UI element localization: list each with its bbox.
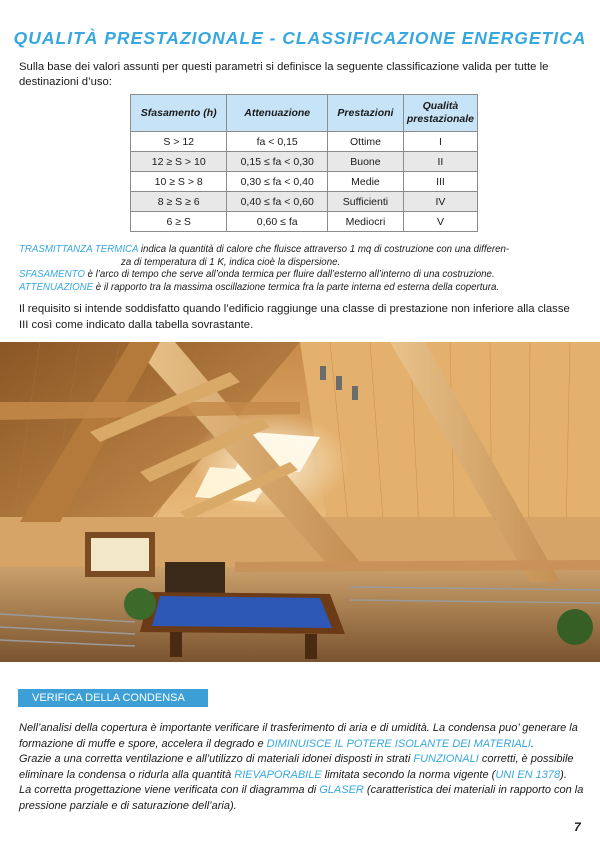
table-cell: 10 ≥ S > 8 (131, 172, 227, 192)
table-cell: S > 12 (131, 132, 227, 152)
page-title: QUALITÀ PRESTAZIONALE - CLASSIFICAZIONE ENERGETICA (13, 28, 587, 48)
definition-term: SFASAMENTO (19, 269, 85, 280)
table-row (131, 212, 478, 232)
wooden-attic-photo (0, 342, 600, 662)
keyword-highlight: UNI EN 1378 (495, 768, 561, 781)
table-cell: IV (403, 192, 477, 212)
text-segment: (caratteristica dei materiali in rapporto con la pressione parziale e di saturazione dell’aria). (19, 784, 584, 812)
table-cell: 6 ≥ S (131, 212, 227, 232)
definitions-block (19, 244, 559, 294)
definition-text: è il rapporto tra la massima oscillazione termica fra la parte interna ed esterna della copertura. (93, 281, 500, 293)
table-cell: I (403, 132, 477, 152)
classification-table (130, 94, 478, 232)
definition-sfasamento (19, 269, 559, 282)
definition-trasmittanza-cont: za di temperatura di 1 K, indica cioè la dispersione. (121, 256, 341, 268)
table-cell: fa < 0,15 (227, 132, 328, 152)
requirement-text: Il requisito si intende soddisfatto quando l’edificio raggiunge una classe di prestazione non inferiore alla classe III così come indicato dalla tabella sovrastante. (19, 303, 570, 331)
text-segment: ). (560, 768, 567, 781)
table-row (131, 192, 478, 212)
definition-trasmittanza (19, 244, 559, 257)
table-row (131, 132, 478, 152)
definition-text: indica la quantità di calore che fluisce attraverso 1 mq di costruzione con una differen- (138, 244, 510, 255)
table-row (131, 152, 478, 172)
table-header-row (131, 95, 478, 132)
text-segment: Nell’analisi della copertura è importante verificare il trasferimento di aria e di umidità. La condensa puo’ generare la formazione di muffe e spore, accelera il degrado e (19, 722, 578, 750)
definition-text: è l’arco di tempo che serve all’onda termica per fluire dall’esterno all’interno di una costruzione. (84, 269, 495, 280)
table-cell: 0,60 ≤ fa (227, 212, 328, 232)
definition-term: TRASMITTANZA TERMICA (19, 244, 139, 255)
table-cell: Buone (328, 152, 404, 172)
table-cell: III (403, 172, 477, 192)
definition-term: ATTENUAZIONE (19, 281, 94, 293)
keyword-highlight: RIEVAPORABILE (234, 768, 322, 781)
condensa-paragraph (19, 721, 584, 814)
column-header-qualita: Qualità prestazionale (403, 95, 477, 132)
column-header-prestazioni: Prestazioni (328, 95, 404, 132)
table-cell: 0,30 ≤ fa < 0,40 (227, 172, 328, 192)
page-number: 7 (574, 820, 581, 834)
text-segment: corretti, è possibile eliminare la condensa o ridurla alla quantità (19, 753, 574, 781)
table-cell: II (403, 152, 477, 172)
column-header-sfasamento: Sfasamento (h) (131, 95, 227, 132)
text-segment: . (530, 737, 534, 750)
table-cell: 0,40 ≤ fa < 0,60 (227, 192, 328, 212)
section-header-condensa: VERIFICA DELLA CONDENSA (18, 689, 208, 707)
table-cell: Mediocri (328, 212, 404, 232)
table-cell: Medie (328, 172, 404, 192)
definition-attenuazione (19, 282, 559, 295)
column-header-attenuazione: Attenuazione (227, 95, 328, 132)
table-cell: 8 ≥ S ≥ 6 (131, 192, 227, 212)
intro-text: Sulla base dei valori assunti per questi parametri si definisce la seguente classificazione valida per tutte le destinazioni d’uso: (19, 61, 549, 88)
text-segment: limitata secondo la norma vigente ( (321, 768, 496, 781)
table-row (131, 172, 478, 192)
keyword-highlight: GLASER (319, 784, 364, 796)
text-segment: La corretta progettazione viene verificata con il diagramma di (19, 784, 320, 796)
text-segment: Grazie a una corretta ventilazione e all’utilizzo di materiali idonei disposti in strati (19, 753, 414, 765)
table-cell: Ottime (328, 132, 404, 152)
table-cell: 0,15 ≤ fa < 0,30 (227, 152, 328, 172)
table-cell: Sufficienti (328, 192, 404, 212)
keyword-highlight: FUNZIONALI (413, 753, 479, 765)
table-cell: 12 ≥ S > 10 (131, 152, 227, 172)
table-cell: V (403, 212, 477, 232)
keyword-highlight: DIMINUISCE IL POTERE ISOLANTE DEI MATERIALI (266, 737, 531, 750)
